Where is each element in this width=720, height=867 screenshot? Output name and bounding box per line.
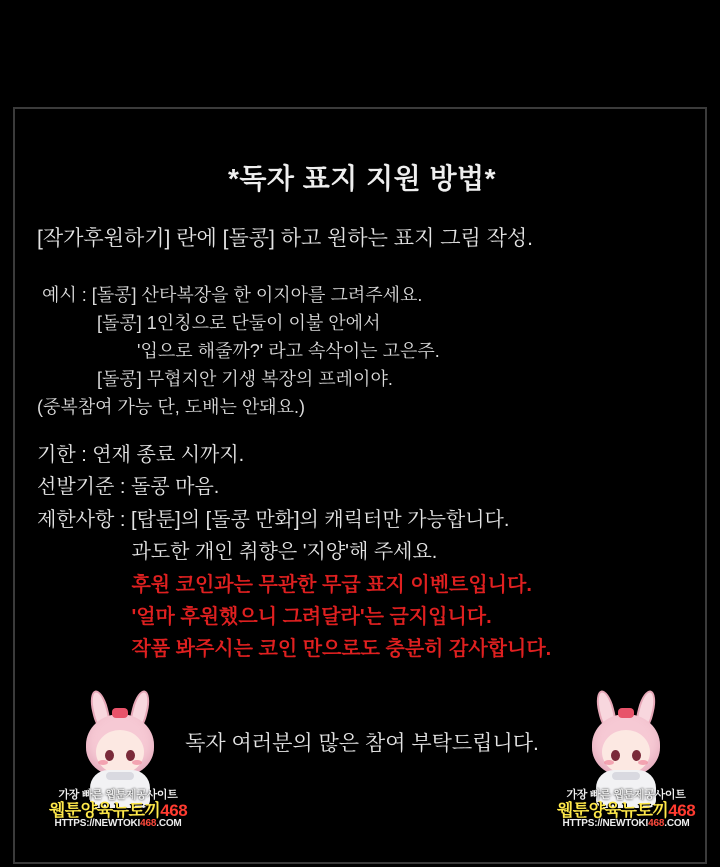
footer-note: 독자 여러분의 많은 참여 부탁드립니다.: [185, 732, 539, 755]
watermark-url-number: 468: [140, 818, 157, 830]
bow-icon: [112, 708, 128, 718]
terms-list: [37, 439, 687, 666]
blush-shape: [604, 760, 614, 765]
watermark-sitename-text: 웹툰양육뉴토끼: [556, 800, 669, 820]
example-line: (중복참여 가능 단, 도배는 안돼요.): [37, 396, 306, 417]
eye-shape: [126, 750, 135, 761]
term-line-warning: 후원 코인과는 무관한 무급 표지 이벤트입니다.: [37, 573, 532, 596]
watermark-sitename-text: 웹툰양육뉴토끼: [48, 800, 161, 820]
watermark-url-suffix: .COM: [156, 818, 182, 830]
term-line-warning: '얼마 후원했으니 그려달라'는 금지입니다.: [37, 605, 492, 628]
watermark-tagline: 가장 빠른 웹툰제공사이트: [58, 789, 178, 801]
watermark-url-prefix: HTTPS://NEWTOKI: [562, 818, 649, 830]
watermark-url-number: 468: [648, 818, 665, 830]
watermark-url-suffix: .COM: [664, 818, 690, 830]
blush-shape: [98, 760, 108, 765]
blush-shape: [638, 760, 648, 765]
term-line-warning: 작품 봐주시는 코인 만으로도 충분히 감사합니다.: [37, 638, 552, 661]
example-line: 예시 : [돌콩] 산타복장을 한 이지아를 그려주세요.: [37, 285, 423, 305]
watermark-sitename: [48, 802, 188, 820]
blush-shape: [132, 760, 142, 765]
site-watermark-right: [556, 790, 696, 830]
watermark-url: [48, 819, 188, 830]
face-shape: [96, 730, 144, 774]
eye-shape: [611, 750, 620, 761]
watermark-tagline: 가장 빠른 웹툰제공사이트: [566, 789, 686, 801]
example-line: [돌콩] 무협지안 기생 복장의 프레이야.: [37, 368, 393, 389]
eye-shape: [105, 750, 114, 761]
example-line: [돌콩] 1인칭으로 단둘이 이불 안에서: [37, 312, 381, 333]
term-line: 과도한 개인 취향은 '지양'해 주세요.: [37, 541, 438, 564]
watermark-sitename-number: 468: [160, 800, 188, 820]
watermark-sitename: [556, 802, 696, 820]
page-title: *독자 표지 지원 방법*: [227, 163, 497, 194]
site-watermark-left: [48, 790, 188, 830]
lead-instruction: [작가후원하기] 란에 [돌콩] 하고 원하는 표지 그림 작성.: [37, 227, 534, 250]
collar-shape: [612, 772, 640, 780]
eye-shape: [632, 750, 641, 761]
term-line: 선발기준 : 돌콩 마음.: [37, 476, 220, 499]
watermark-url: [556, 819, 696, 830]
example-list: [37, 282, 687, 421]
watermark-url-prefix: HTTPS://NEWTOKI: [54, 818, 141, 830]
collar-shape: [106, 772, 134, 780]
example-line: '입으로 해줄까?' 라고 속삭이는 고은주.: [37, 340, 440, 361]
watermark-sitename-number: 468: [668, 800, 696, 820]
face-shape: [602, 730, 650, 774]
term-line: 기한 : 연재 종료 시까지.: [37, 444, 245, 466]
term-line: 제한사항 : [탑툰]의 [돌콩 만화]의 캐릭터만 가능합니다.: [37, 508, 510, 531]
bow-icon: [618, 708, 634, 718]
